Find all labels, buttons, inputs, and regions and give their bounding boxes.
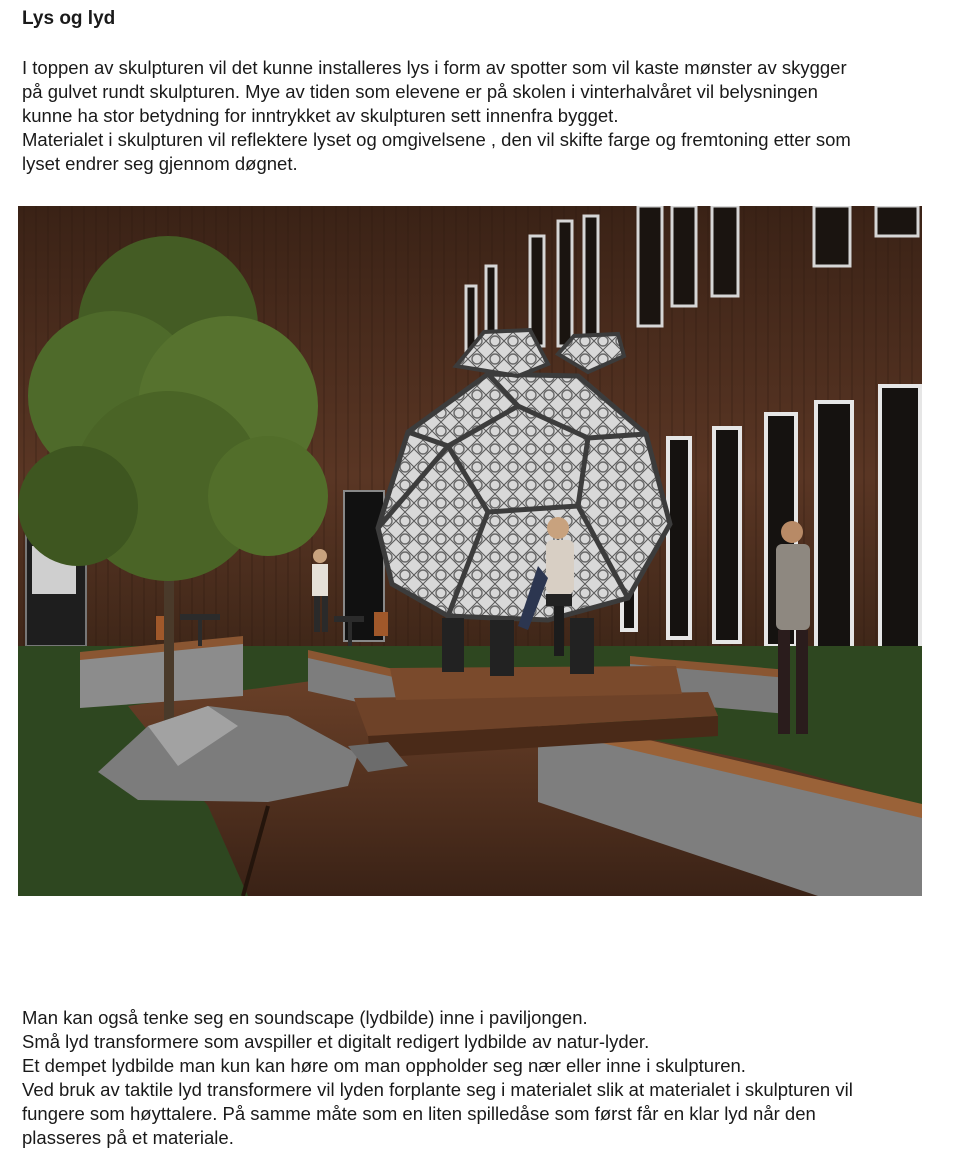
sound-line: fungere som høyttalere. På samme måte som en liten spilledåse som først får en klar lyd når den <box>22 1103 816 1124</box>
intro-line: Materialet i skulpturen vil reflektere lyset og omgivelsene , den vil skifte farge og fremtoning etter som <box>22 129 851 150</box>
sound-line: Ved bruk av taktile lyd transformere vil lyden forplante seg i materialet slik at materialet i skulpturen vil <box>22 1079 853 1100</box>
pavilion-rendering <box>18 206 922 896</box>
sound-line: plasseres på et materiale. <box>22 1127 234 1148</box>
sound-line: Et dempet lydbilde man kun kan høre om man oppholder seg nær eller inne i skulpturen. <box>22 1055 746 1076</box>
intro-line: lyset endrer seg gjennom døgnet. <box>22 153 298 174</box>
sound-paragraph <box>22 1006 942 1150</box>
intro-line: på gulvet rundt skulpturen. Mye av tiden som elevene er på skolen i vinterhalvåret vil belysningen <box>22 81 818 102</box>
intro-paragraph <box>22 56 942 176</box>
intro-line: kunne ha stor betydning for inntrykket av skulpturen sett innenfra bygget. <box>22 105 619 126</box>
intro-line: I toppen av skulpturen vil det kunne installeres lys i form av spotter som vil kaste mønster av skygger <box>22 57 847 78</box>
page-title: Lys og lyd <box>22 8 116 29</box>
sound-line: Man kan også tenke seg en soundscape (lydbilde) inne i paviljongen. <box>22 1007 588 1028</box>
sound-line: Små lyd transformere som avspiller et digitalt redigert lydbilde av natur-lyder. <box>22 1031 650 1052</box>
